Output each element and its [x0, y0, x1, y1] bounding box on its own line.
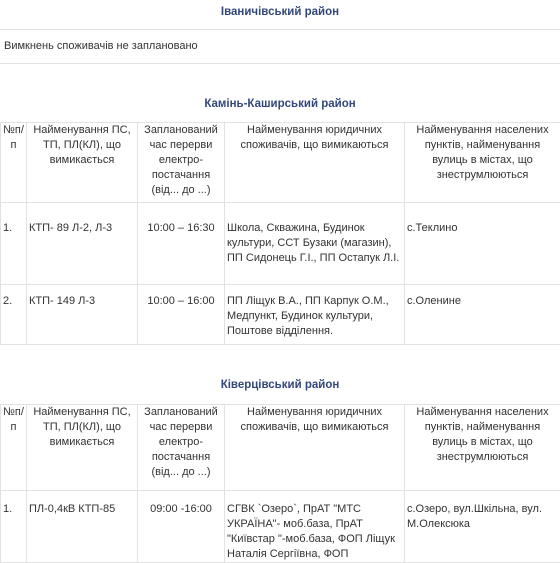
- cell-places: с.Озеро, вул.Шкільна, вул. М.Олексюка: [405, 491, 560, 563]
- cell-consumers: ПП Ліщук В.А., ПП Карпук О.М., Медпункт, Будинок культури, Поштове відділення.: [225, 285, 405, 345]
- col-header-places: Найменування населених пунктів, найменування вулиць в містах, що знеструмлюються: [405, 405, 560, 491]
- table-header-row: [1, 123, 560, 203]
- cell-number: 2.: [1, 285, 27, 345]
- col-header-number: №п/п: [1, 405, 27, 491]
- cell-places: с.Теклино: [405, 203, 560, 285]
- col-header-number: №п/п: [1, 123, 27, 203]
- cell-time: 09:00 -16:00: [138, 491, 225, 563]
- col-header-object: Найменування ПС, ТП, ПЛ(КЛ), що вимикається: [27, 123, 138, 203]
- col-header-consumers: Найменування юридичних споживачів, що вимикаються: [225, 123, 405, 203]
- table-header-row: [1, 405, 560, 491]
- district-title-kivertsi: Ківерцівський район: [0, 379, 560, 391]
- table-row: [1, 285, 560, 345]
- col-header-time: Запланований час перерви електро-постачання (від... до ...): [138, 123, 225, 203]
- no-outages-note: Вимкнень споживачів не заплановано: [4, 40, 198, 52]
- cell-object: КТП- 149 Л-3: [27, 285, 138, 345]
- col-header-places: Найменування населених пунктів, найменування вулиць в містах, що знеструмлюються: [405, 123, 560, 203]
- outage-table-kivertsi: [0, 404, 560, 563]
- cell-object: КТП- 89 Л-2, Л-3: [27, 203, 138, 285]
- cell-consumers: СГВК `Озеро`, ПрАТ "МТС УКРАЇНА"- моб.база, ПрАТ "Київстар "-моб.база, ФОП Ліщук Наталія Сергіївна, ФОП: [225, 491, 405, 563]
- col-header-consumers: Найменування юридичних споживачів, що вимикаються: [225, 405, 405, 491]
- cell-number: 1.: [1, 203, 27, 285]
- table-row: [1, 491, 560, 563]
- cell-number: 1.: [1, 491, 27, 563]
- district-title-kamin-kashyrskyi: Камінь-Каширський район: [0, 98, 560, 110]
- col-header-object: Найменування ПС, ТП, ПЛ(КЛ), що вимикається: [27, 405, 138, 491]
- cell-time: 10:00 – 16:30: [138, 203, 225, 285]
- cell-time: 10:00 – 16:00: [138, 285, 225, 345]
- cell-object: ПЛ-0,4кВ КТП-85: [27, 491, 138, 563]
- table-row: [1, 203, 560, 285]
- district-title-ivanychi: Іваничівський район: [0, 6, 560, 18]
- outage-table-kamin-kashyrskyi: [0, 122, 560, 345]
- cell-consumers: Школа, Скважина, Будинок культури, ССТ Бузаки (магазин), ПП Сидонець Г.І., ПП Остапук Л.І.: [225, 203, 405, 285]
- cell-places: с.Оленине: [405, 285, 560, 345]
- col-header-time: Запланований час перерви електро-постачання (від... до ...): [138, 405, 225, 491]
